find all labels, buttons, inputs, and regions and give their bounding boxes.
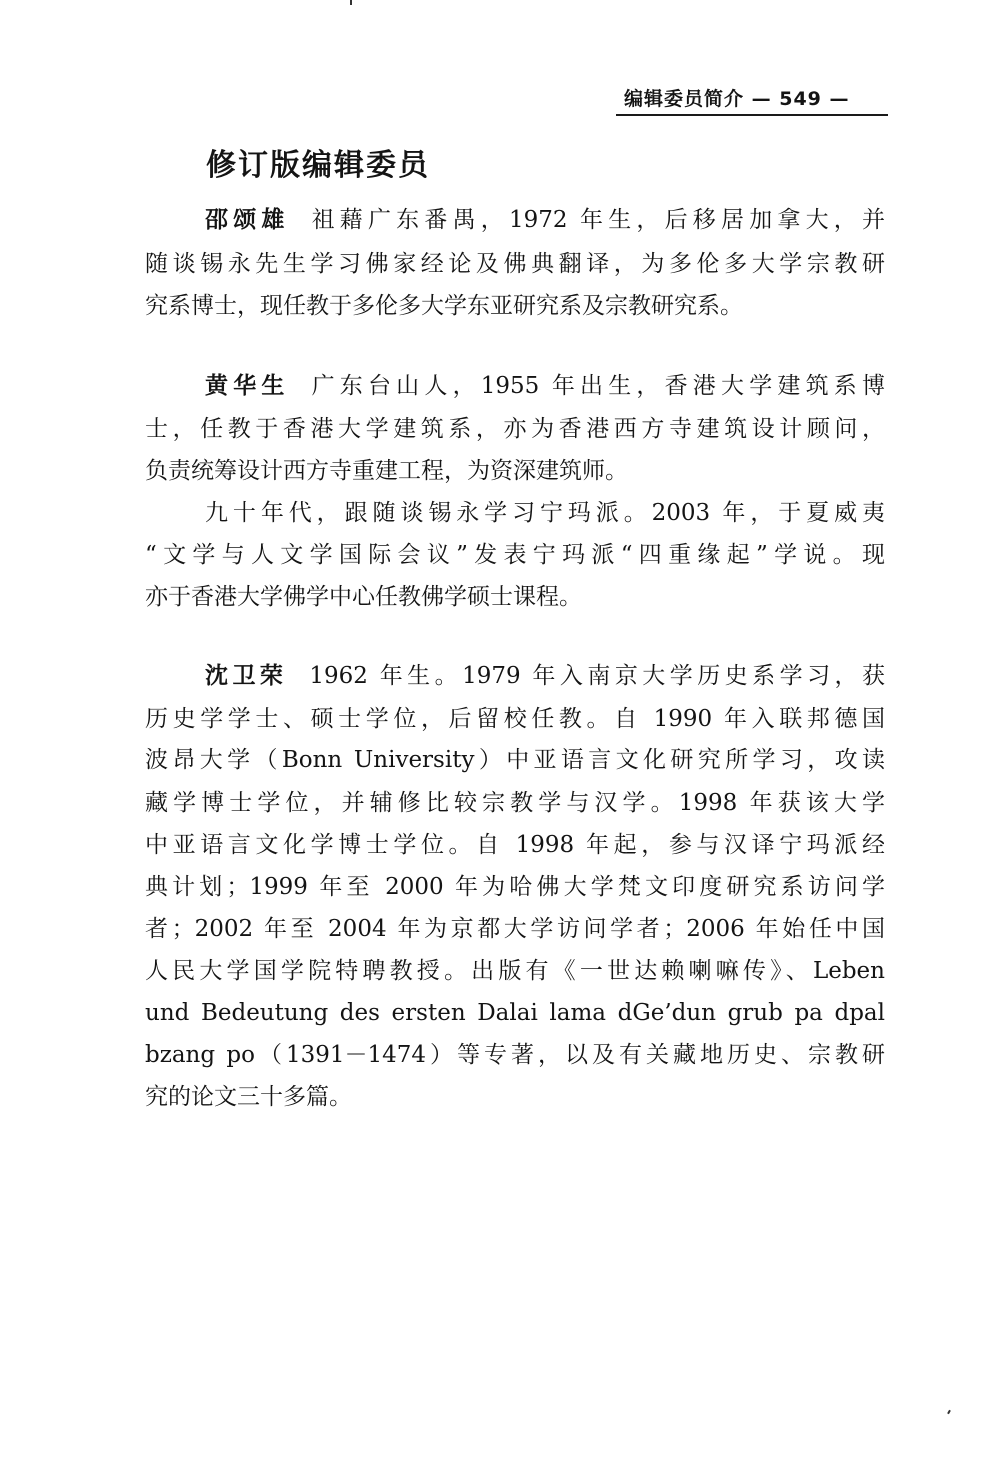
header-rule (616, 114, 888, 116)
scan-speck (947, 1410, 951, 1414)
bio-3-name: 沈卫荣 (205, 663, 288, 689)
section-title: 修订版编辑委员 (206, 148, 430, 183)
bio-1-line-3: 究系博士，现任教于多伦多大学东亚研究系及宗教研究系。 (145, 293, 743, 319)
bio-3-line-5: 中亚语言文化学博士学位。自 1998 年起，参与汉译宁玛派经 (145, 832, 885, 858)
running-header: 编辑委员简介 — 549 — (624, 88, 850, 110)
bio-2-line-4: 九十年代，跟随谈锡永学习宁玛派。2003 年，于夏威夷 (205, 500, 885, 526)
bio-3-line-8: 人民大学国学院特聘教授。出版有《一世达赖喇嘛传》、Leben (145, 958, 885, 984)
bio-3-line-2: 历史学学士、硕士学位，后留校任教。自 1990 年入联邦德国 (145, 706, 885, 732)
bio-3-line-3: 波昂大学（Bonn University）中亚语言文化研究所学习，攻读 (145, 747, 885, 773)
bio-2-name: 黄华生 (205, 373, 290, 399)
bio-1-line-2: 随谈锡永先生学习佛家经论及佛典翻译，为多伦多大学宗教研 (145, 251, 885, 277)
bio-3-line-7: 者；2002 年至 2004 年为京都大学访问学者；2006 年始任中国 (145, 916, 885, 942)
scan-speck (350, 0, 352, 5)
bio-2-line-1: 黄华生 广东台山人，1955 年出生，香港大学建筑系博 (205, 373, 885, 399)
bio-3-line-9: und Bedeutung des ersten Dalai lama dGe’dun grub pa dpal (145, 1000, 885, 1026)
bio-2-line-3: 负责统筹设计西方寺重建工程，为资深建筑师。 (145, 458, 628, 484)
bio-3-line-10: bzang po（1391－1474）等专著，以及有关藏地历史、宗教研 (145, 1042, 885, 1068)
bio-1-name: 邵颂雄 (205, 207, 290, 233)
bio-2-line-6: 亦于香港大学佛学中心任教佛学硕士课程。 (145, 584, 582, 610)
bio-3-line-6: 典计划；1999 年至 2000 年为哈佛大学梵文印度研究系访问学 (145, 874, 885, 900)
bio-3-line-4: 藏学博士学位，并辅修比较宗教学与汉学。1998 年获该大学 (145, 790, 885, 816)
bio-2-line-5: “文学与人文学国际会议”发表宁玛派“四重缘起”学说。现 (145, 542, 885, 568)
bio-3-line-1: 沈卫荣 1962 年生。1979 年入南京大学历史系学习，获 (205, 663, 885, 689)
bio-3-line-11: 究的论文三十多篇。 (145, 1084, 352, 1110)
bio-2-line-2: 士，任教于香港大学建筑系，亦为香港西方寺建筑设计顾问， (145, 416, 885, 442)
bio-1-line-1: 邵颂雄 祖藉广东番禺，1972 年生，后移居加拿大，并 (205, 207, 885, 233)
